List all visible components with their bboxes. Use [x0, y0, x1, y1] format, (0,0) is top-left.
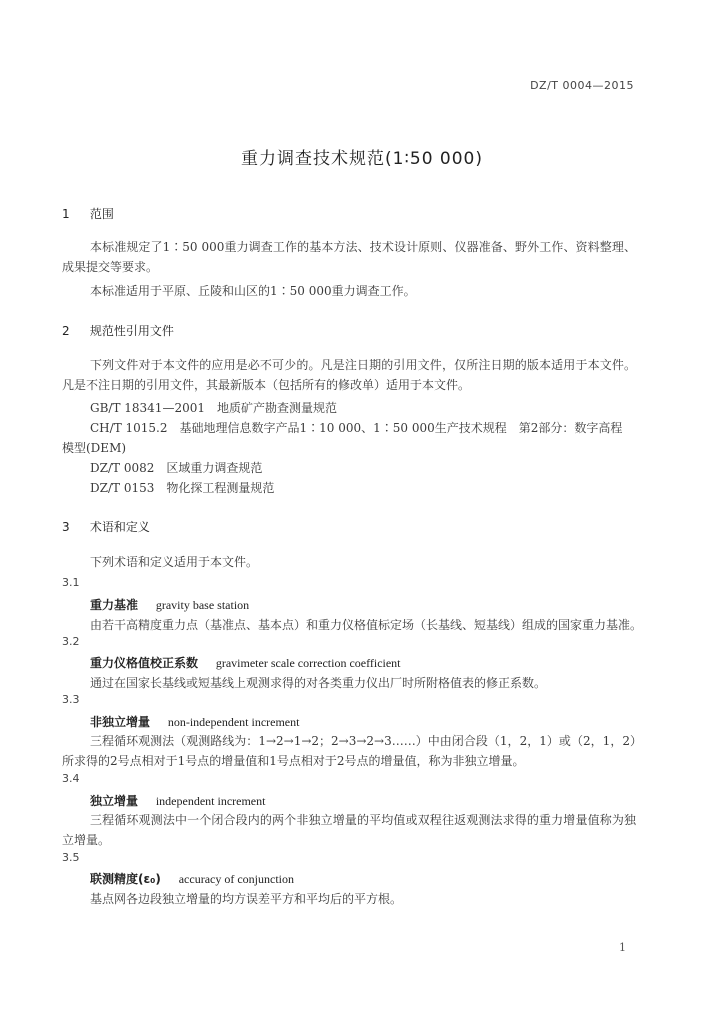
reference-item-continuation: 模型(DEM) — [62, 441, 127, 455]
term-number: 3.5 — [62, 851, 80, 864]
section-title: 术语和定义 — [89, 520, 150, 534]
term-chinese: 重力仪格值校正系数 — [90, 656, 199, 670]
terms-intro: 下列术语和定义适用于本文件。 — [90, 555, 259, 569]
section-heading-references — [62, 322, 174, 339]
section-number: 3 — [62, 520, 70, 534]
term-english: gravity base station — [155, 598, 250, 612]
term-number: 3.3 — [62, 693, 80, 706]
term-definition: 基点网各边段独立增量的均方误差平方和平均后的平方根。 — [90, 892, 403, 906]
section-heading-terms — [62, 518, 150, 535]
reference-item: GB/T 18341—2001 地质矿产勘查测量规范 — [90, 401, 337, 415]
section-number: 2 — [62, 324, 70, 338]
page-number: 1 — [619, 941, 626, 954]
term-heading — [90, 596, 249, 613]
reference-item: DZ/T 0153 物化探工程测量规范 — [90, 481, 275, 495]
term-heading — [90, 713, 299, 730]
term-number: 3.1 — [62, 576, 80, 589]
document-code: DZ/T 0004—2015 — [530, 79, 634, 92]
term-heading — [90, 870, 294, 887]
term-definition: 由若干高精度重力点（基准点、基本点）和重力仪格值标定场（长基线、短基线）组成的国家重力基准。 — [90, 618, 643, 632]
term-chinese: 非独立增量 — [90, 715, 151, 729]
reference-item: CH/T 1015.2 基础地理信息数字产品1∶10 000、1∶50 000生产技术规程 第2部分：数字高程 — [90, 421, 623, 435]
section-heading-scope — [62, 205, 114, 222]
term-chinese: 重力基准 — [90, 598, 139, 612]
term-chinese: 联测精度(ε₀) — [90, 872, 161, 886]
term-definition: 三程循环观测法中一个闭合段内的两个非独立增量的平均值或双程往返观测法求得的重力增量值称为独立增量。 — [62, 813, 636, 847]
reference-item: DZ/T 0082 区域重力调查规范 — [90, 461, 263, 475]
section-title: 规范性引用文件 — [89, 324, 174, 338]
term-english: accuracy of conjunction — [178, 872, 295, 886]
document-title: 重力调查技术规范(1∶50 000) — [241, 149, 483, 169]
section-number: 1 — [62, 207, 70, 221]
term-number: 3.4 — [62, 772, 80, 785]
term-heading — [90, 654, 401, 671]
term-english: gravimeter scale correction coefficient — [215, 656, 401, 670]
term-heading — [90, 792, 265, 809]
term-chinese: 独立增量 — [90, 794, 139, 808]
term-english: independent increment — [155, 794, 266, 808]
term-number: 3.2 — [62, 635, 80, 648]
references-intro: 下列文件对于本文件的应用是必不可少的。凡是注日期的引用文件，仅所注日期的版本适用于本文件。凡是不注日期的引用文件，其最新版本（包括所有的修改单）适用于本文件。 — [62, 358, 636, 392]
scope-paragraph-1: 本标准规定了1∶50 000重力调查工作的基本方法、技术设计原则、仪器准备、野外工作、资料整理、成果提交等要求。 — [62, 240, 636, 274]
term-definition: 三程循环观测法（观测路线为：1→2→1→2；2→3→2→3……）中由闭合段（1，2，1）或（2，1，2）所求得的2号点相对于1号点的增量值和1号点相对于2号点的增量值，称为非独立增量。 — [62, 734, 636, 768]
scope-paragraph-2: 本标准适用于平原、丘陵和山区的1∶50 000重力调查工作。 — [90, 284, 416, 298]
term-definition: 通过在国家长基线或短基线上观测求得的对各类重力仪出厂时所附格值表的修正系数。 — [90, 676, 547, 690]
section-title: 范围 — [89, 207, 114, 221]
term-english: non-independent increment — [167, 715, 300, 729]
